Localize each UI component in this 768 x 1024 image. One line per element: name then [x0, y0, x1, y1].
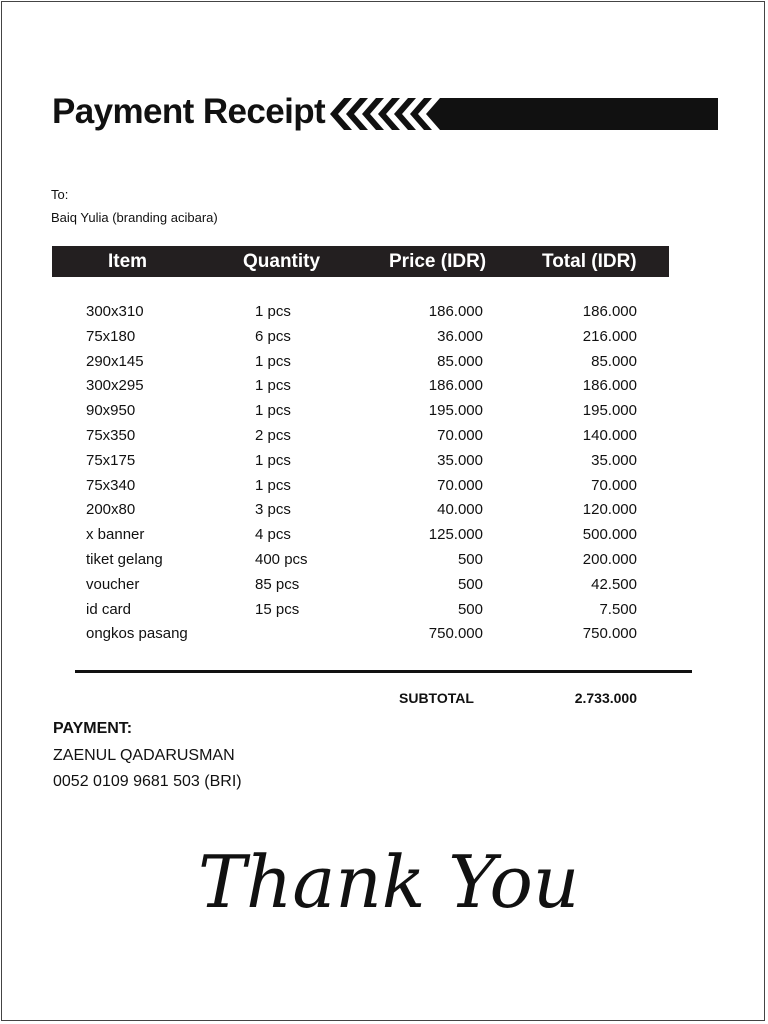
item-price: 500	[457, 575, 483, 593]
item-name: x banner	[86, 526, 145, 544]
item-name: tiket gelang	[86, 550, 163, 568]
table-row	[0, 303, 768, 328]
item-price: 85.000	[437, 352, 483, 370]
item-total: 216.000	[582, 327, 637, 345]
table-row	[0, 402, 768, 427]
table-row	[0, 477, 768, 502]
item-total: 85.000	[591, 352, 637, 370]
payment-account-name: ZAENUL QADARUSMAN	[53, 747, 235, 764]
item-price: 500	[457, 550, 483, 568]
thank-you-text: Thank You	[198, 840, 580, 924]
table-row	[0, 328, 768, 353]
subtotal-divider	[75, 670, 692, 673]
item-total: 7.500	[599, 600, 637, 618]
table-body	[0, 303, 768, 650]
item-name: 75x175	[86, 451, 136, 469]
item-price: 40.000	[437, 501, 483, 519]
subtotal-value: 2.733.000	[574, 690, 637, 706]
title-chevron-bar	[330, 98, 718, 130]
item-price: 36.000	[437, 327, 483, 345]
item-name: 75x340	[86, 476, 136, 494]
page-title: Payment Receipt	[52, 92, 326, 131]
column-header-total: Total (IDR)	[542, 251, 637, 272]
table-row	[0, 601, 768, 626]
item-total: 750.000	[582, 625, 637, 643]
column-header-quantity: Quantity	[243, 251, 321, 272]
item-total: 70.000	[591, 476, 637, 494]
item-total: 186.000	[582, 303, 637, 320]
item-name: 200x80	[86, 501, 136, 519]
payment-account-number: 0052 0109 9681 503 (BRI)	[53, 773, 242, 790]
item-quantity: 3 pcs	[255, 501, 291, 519]
item-total: 140.000	[582, 426, 637, 444]
table-row	[0, 501, 768, 526]
table-row	[0, 377, 768, 402]
item-quantity: 1 pcs	[255, 352, 291, 370]
item-price: 70.000	[437, 426, 483, 444]
table-header	[52, 246, 669, 277]
item-name: 75x180	[86, 327, 136, 345]
item-name: 90x950	[86, 402, 136, 420]
item-price: 70.000	[437, 476, 483, 494]
item-name: ongkos pasang	[86, 625, 188, 643]
item-total: 120.000	[582, 501, 637, 519]
item-price: 195.000	[428, 402, 483, 420]
item-total: 200.000	[582, 550, 637, 568]
column-header-price: Price (IDR)	[389, 251, 487, 272]
thank-you-signature	[190, 815, 580, 955]
item-name: 300x310	[86, 303, 144, 320]
item-total: 186.000	[582, 377, 637, 395]
item-quantity: 2 pcs	[255, 426, 291, 444]
item-quantity: 6 pcs	[255, 327, 291, 345]
item-price: 35.000	[437, 451, 483, 469]
item-quantity: 400 pcs	[255, 550, 308, 568]
item-price: 750.000	[428, 625, 483, 643]
item-quantity: 85 pcs	[255, 575, 300, 593]
item-name: 75x350	[86, 426, 136, 444]
item-quantity: 1 pcs	[255, 303, 291, 320]
recipient-name: Baiq Yulia (branding acibara)	[51, 210, 218, 225]
item-name: id card	[86, 600, 132, 618]
item-price: 186.000	[428, 377, 483, 395]
table-row	[0, 353, 768, 378]
item-total: 42.500	[591, 575, 637, 593]
item-quantity: 1 pcs	[255, 377, 291, 395]
item-name: 290x145	[86, 352, 144, 370]
table-row	[0, 576, 768, 601]
item-quantity: 1 pcs	[255, 402, 291, 420]
item-price: 500	[457, 600, 483, 618]
item-total: 195.000	[582, 402, 637, 420]
table-row	[0, 551, 768, 576]
item-quantity: 15 pcs	[255, 600, 300, 618]
column-header-item: Item	[108, 251, 148, 272]
item-quantity: 1 pcs	[255, 476, 291, 494]
table-row	[0, 452, 768, 477]
table-row	[0, 625, 768, 650]
item-price: 186.000	[428, 303, 483, 320]
item-name: 300x295	[86, 377, 144, 395]
item-total: 35.000	[591, 451, 637, 469]
table-row	[0, 427, 768, 452]
table-row	[0, 526, 768, 551]
recipient-label: To:	[51, 187, 69, 202]
item-price: 125.000	[428, 526, 483, 544]
payment-heading: PAYMENT:	[53, 720, 133, 737]
subtotal-label: SUBTOTAL	[399, 690, 474, 706]
item-name: voucher	[86, 575, 140, 593]
item-total: 500.000	[582, 526, 637, 544]
item-quantity: 1 pcs	[255, 451, 291, 469]
item-quantity: 4 pcs	[255, 526, 291, 544]
